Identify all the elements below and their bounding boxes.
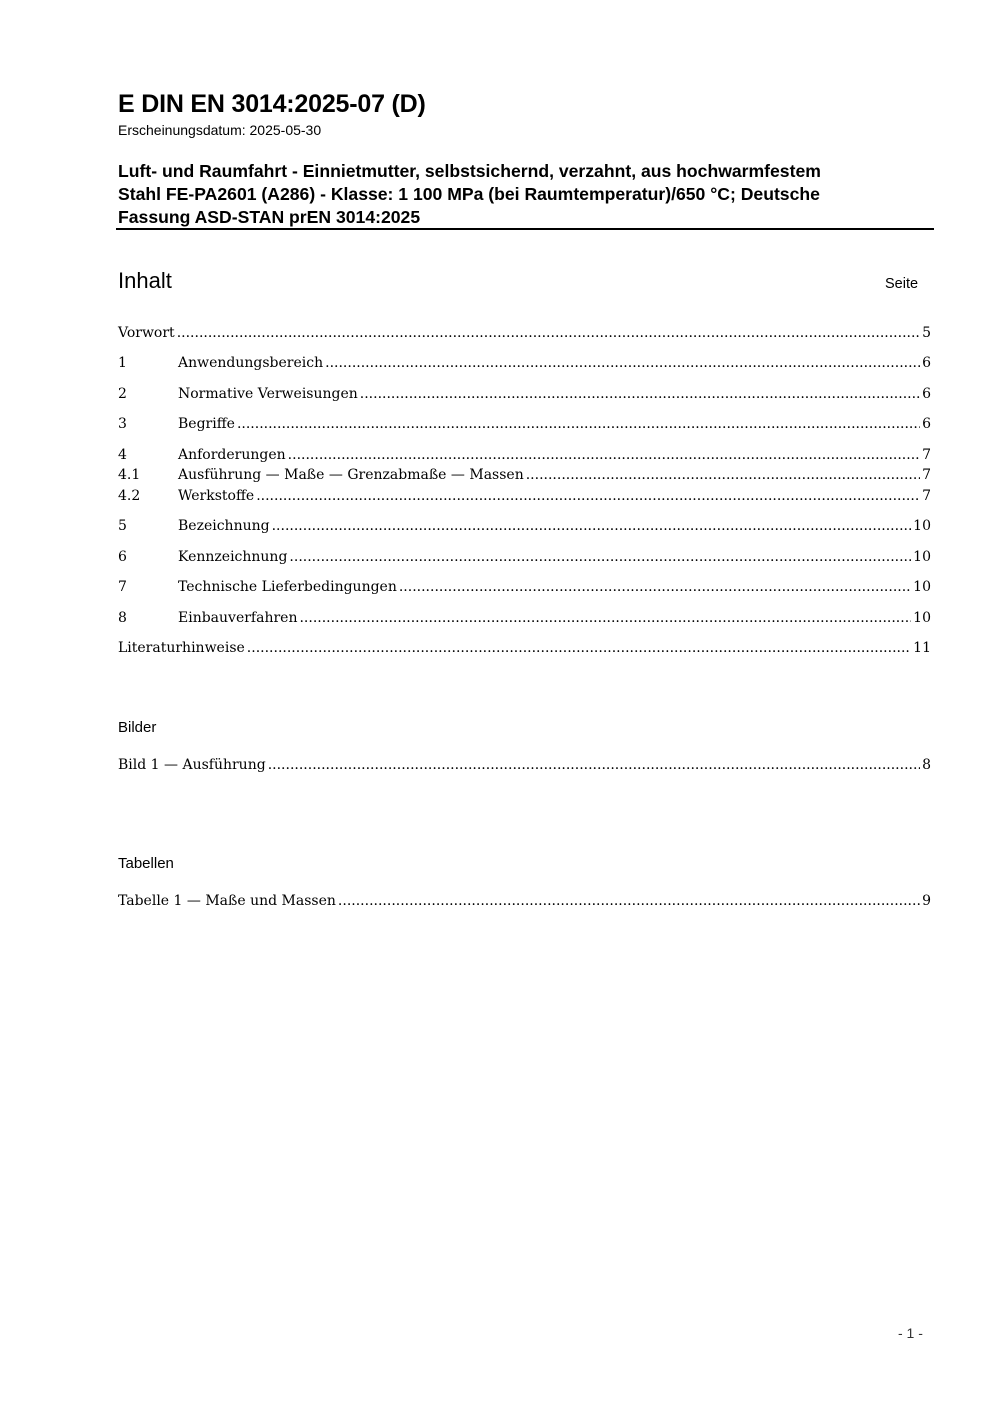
toc-entry-4[interactable] — [118, 447, 931, 467]
toc-leader-dots — [299, 610, 911, 626]
toc-entry-text: Vorwort — [118, 325, 175, 341]
toc-entry-number: 8 — [118, 610, 127, 626]
toc-leader-dots — [526, 467, 920, 483]
toc-entry-page: 5 — [922, 325, 931, 341]
toc-entry-vorwort[interactable] — [118, 325, 931, 345]
toc-entry-page: 6 — [922, 386, 931, 402]
table-entry[interactable] — [118, 893, 931, 913]
page-number: - 1 - — [898, 1325, 923, 1341]
publication-date: Erscheinungsdatum: 2025-05-30 — [118, 122, 322, 138]
toc-entry-3[interactable] — [118, 416, 931, 436]
toc-entry-text: Bezeichnung — [178, 518, 270, 534]
subtitle-line: Stahl FE-PA2601 (A286) - Klasse: 1 100 MPa (bei Raumtemperatur)/650 °C; Deutsche — [118, 184, 820, 204]
toc-leader-dots — [325, 355, 920, 371]
table-entry-page: 9 — [922, 893, 931, 909]
toc-entry-text: Begriffe — [178, 416, 235, 432]
toc-entry-number: 7 — [118, 579, 127, 595]
toc-leader-dots — [289, 549, 911, 565]
toc-leader-dots — [288, 447, 920, 463]
figure-entry-page: 8 — [922, 757, 931, 773]
toc-entry-text: Technische Lieferbedingungen — [178, 579, 397, 595]
toc-leader-dots — [272, 518, 912, 534]
toc-leader-dots — [268, 757, 920, 773]
toc-leader-dots — [338, 893, 920, 909]
toc-entry-page: 10 — [913, 610, 931, 626]
toc-entry-4-1[interactable] — [118, 467, 931, 487]
toc-entry-page: 7 — [922, 488, 931, 504]
toc-entry-number: 6 — [118, 549, 127, 565]
toc-entry-5[interactable] — [118, 518, 931, 538]
toc-entry-text: Werkstoffe — [178, 488, 255, 504]
figure-entry-text: Bild 1 — Ausführung — [118, 757, 266, 773]
figures-heading: Bilder — [118, 719, 157, 736]
tables-heading: Tabellen — [118, 855, 174, 872]
toc-leader-dots — [177, 325, 920, 341]
toc-entry-page: 7 — [922, 467, 931, 483]
toc-entry-text: Einbauverfahren — [178, 610, 298, 626]
toc-entry-page: 6 — [922, 416, 931, 432]
subtitle-line: Fassung ASD-STAN prEN 3014:2025 — [118, 207, 421, 227]
toc-entry-6[interactable] — [118, 549, 931, 569]
toc-entry-number: 1 — [118, 355, 127, 371]
title-divider — [116, 228, 934, 230]
document-subtitle — [118, 160, 934, 229]
toc-entry-page: 11 — [913, 640, 931, 656]
toc-entry-text: Literaturhinweise — [118, 640, 245, 656]
toc-entry-page: 10 — [913, 518, 931, 534]
toc-entry-number: 3 — [118, 416, 127, 432]
toc-entry-page: 10 — [913, 549, 931, 565]
toc-entry-number: 4.1 — [118, 467, 141, 483]
toc-entry-text: Anwendungsbereich — [178, 355, 324, 371]
toc-entry-literaturhinweise[interactable] — [118, 640, 931, 660]
toc-entry-text: Anforderungen — [178, 447, 286, 463]
toc-entry-number: 5 — [118, 518, 127, 534]
toc-leader-dots — [247, 640, 911, 656]
toc-leader-dots — [256, 488, 920, 504]
toc-leader-dots — [237, 416, 920, 432]
toc-heading: Inhalt — [118, 268, 172, 293]
toc-entry-page: 10 — [913, 579, 931, 595]
document-title: E DIN EN 3014:2025-07 (D) — [118, 90, 426, 118]
toc-entry-page: 7 — [922, 447, 931, 463]
toc-leader-dots — [399, 579, 911, 595]
toc-entry-1[interactable] — [118, 355, 931, 375]
toc-leader-dots — [360, 386, 920, 402]
toc-entry-number: 2 — [118, 386, 127, 402]
toc-entry-text: Kennzeichnung — [178, 549, 288, 565]
table-entry-text: Tabelle 1 — Maße und Massen — [118, 893, 336, 909]
toc-entry-2[interactable] — [118, 386, 931, 406]
figure-entry[interactable] — [118, 757, 931, 777]
toc-entry-4-2[interactable] — [118, 488, 931, 508]
toc-entry-page: 6 — [922, 355, 931, 371]
toc-entry-number: 4 — [118, 447, 127, 463]
toc-entry-7[interactable] — [118, 579, 931, 599]
subtitle-line: Luft- und Raumfahrt - Einnietmutter, selbstsichernd, verzahnt, aus hochwarmfestem — [118, 161, 821, 181]
toc-page-column-label: Seite — [885, 276, 919, 292]
toc-entry-text: Normative Verweisungen — [178, 386, 358, 402]
toc-entry-number: 4.2 — [118, 488, 141, 504]
toc-entry-text: Ausführung — Maße — Grenzabmaße — Massen — [178, 467, 524, 483]
toc-entry-8[interactable] — [118, 610, 931, 630]
